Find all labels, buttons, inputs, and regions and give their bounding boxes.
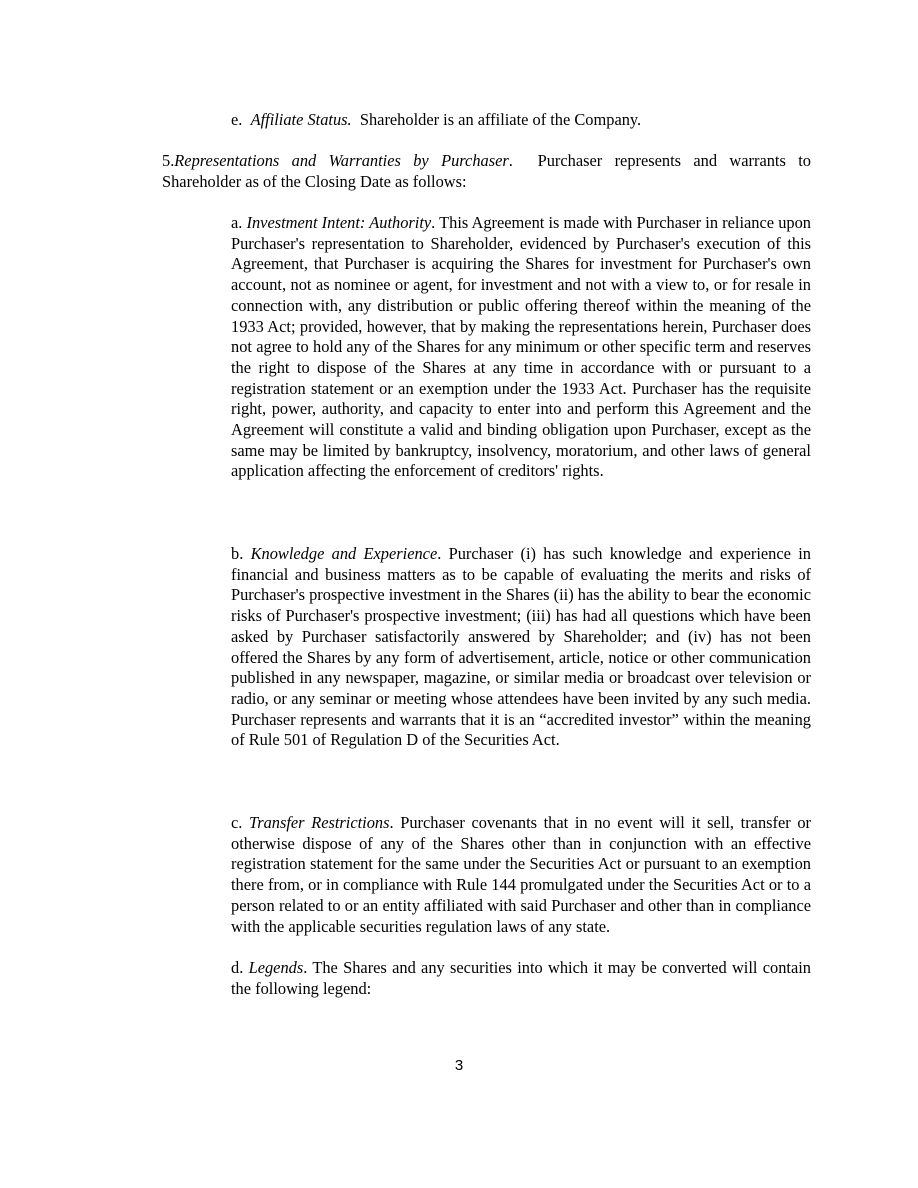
subsection-c-text: . Purchaser covenants that in no event will it sell, transfer or otherwise dispose of any of the Shares other than in conjunction with an effective registration statement for the same under the Securities Act or pursuant to an exemption there from, or in compliance with Rule 144 promulgated under the Securities Act or to a person related to or an entity affiliated with said Purchaser and other than in compliance with the applicable securities regulation laws of any state. <box>231 813 811 936</box>
subsection-c-marker: c. <box>231 813 243 832</box>
subsection-d-heading: Legends <box>248 958 304 977</box>
subsection-c-transfer-restrictions <box>231 813 811 937</box>
section-5-heading: Representations and Warranties by Purchaser <box>174 151 509 170</box>
subsection-b-heading: Knowledge and Experience <box>250 544 438 563</box>
subsection-c-heading: Transfer Restrictions <box>249 813 390 832</box>
subsection-d-text: . The Shares and any securities into which it may be converted will contain the following legend: <box>231 958 811 998</box>
subsection-d-legends <box>231 958 811 999</box>
subsection-a-marker: a. <box>231 213 243 232</box>
page-number: 3 <box>454 1057 464 1074</box>
item-e-heading: Affiliate Status. <box>250 110 352 129</box>
section-5-representations <box>162 151 811 192</box>
subsection-a-text: . This Agreement is made with Purchaser in reliance upon Purchaser's representation to Shareholder, evidenced by Purchaser's execution of this Agreement, that Purchaser is acquiring the Shares for investment for Purchaser's own account, not as nominee or agent, for investment and not with a view to, or for resale in connection with, any distribution or public offering thereof within the meaning of the 1933 Act; provided, however, that by making the representations herein, Purchaser does not agree to hold any of the Shares for any minimum or other specific term and reserves the right to dispose of the Shares at any time in accordance with or pursuant to a registration statement or an exemption under the 1933 Act. Purchaser has the requisite right, power, authority, and capacity to enter into and perform this Agreement and the Agreement will constitute a valid and binding obligation upon Purchaser, except as the same may be limited by bankruptcy, insolvency, moratorium, and other laws of general application affecting the enforcement of creditors' rights. <box>231 213 811 481</box>
section-5-number: 5. <box>162 151 175 170</box>
section-5-punct: . <box>508 151 513 170</box>
section-5-text: Purchaser represents and warrants to Shareholder as of the Closing Date as follows: <box>162 151 811 191</box>
item-e-text: Shareholder is an affiliate of the Company. <box>359 110 642 129</box>
subsection-d-marker: d. <box>231 958 244 977</box>
subsection-a-heading: Investment Intent: Authority <box>246 213 432 232</box>
subsection-b-marker: b. <box>231 544 244 563</box>
subsection-b-text: . Purchaser (i) has such knowledge and experience in financial and business matters as to be capable of evaluating the merits and risks of Purchaser's prospective investment in the Shares (ii) has the ability to bear the economic risks of Purchaser's prospective investment; (iii) has had all questions which have been asked by Purchaser satisfactorily answered by Shareholder; and (iv) has not been offered the Shares by any form of advertisement, article, notice or other communication published in any newspaper, magazine, or similar media or broadcast over television or radio, or any seminar or meeting whose attendees have been invited by any such media. Purchaser represents and warrants that it is an “accredited investor” within the meaning of Rule 501 of Regulation D of the Securities Act. <box>231 544 811 750</box>
item-e-marker: e. <box>231 110 243 129</box>
subsection-b-knowledge-experience <box>231 544 811 751</box>
item-e-affiliate-status <box>231 110 811 131</box>
subsection-a-investment-intent <box>231 213 811 482</box>
